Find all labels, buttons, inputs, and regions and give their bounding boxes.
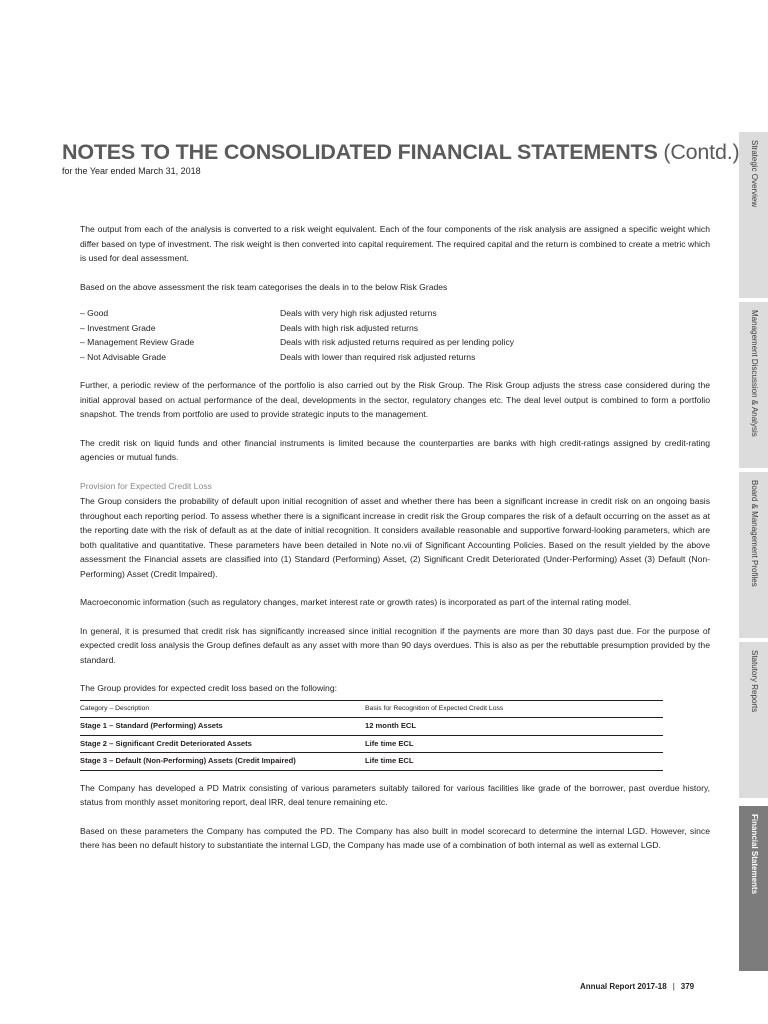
table-cell-basis: 12 month ECL: [365, 718, 663, 736]
ecl-table: [80, 700, 663, 771]
paragraph-risk-grades-intro: Based on the above assessment the risk team categorises the deals in to the below Risk Grades: [80, 281, 448, 292]
table-cell-basis: Life time ECL: [365, 735, 663, 753]
risk-grade-name: – Management Review Grade: [80, 337, 195, 347]
table-intro: The Group provides for expected credit loss based on the following:: [80, 683, 338, 693]
paragraph-lgd: Based on these parameters the Company has computed the PD. The Company has also built in model scorecard to determine the internal LGD. However, since there has been no default history to substantiate the internal LGD, the Company has made use of a combination of both internal as well as external LGD.: [80, 825, 710, 850]
paragraph-pd-matrix: The Company has developed a PD Matrix consisting of various parameters suitably tailored for various facilities like grade of the borrower, past overdue history, status from monthly asset monitoring report, deal IRR, deal tenure remaining etc.: [80, 782, 710, 807]
risk-grade-desc: Deals with very high risk adjusted returns: [280, 308, 437, 318]
risk-grade-row: [80, 335, 710, 350]
table-cell-category: Stage 2 – Significant Credit Deteriorated Assets: [80, 735, 365, 753]
sidebar-tab-financial-statements[interactable]: [739, 806, 768, 971]
table-header-category: Category – Description: [80, 700, 365, 718]
paragraph-risk-weight: The output from each of the analysis is converted to a risk weight equivalent. Each of the four components of the risk analysis are assigned a specific weight which differ based on type of investment. The risk weight is then converted into capital requirement. The required capital and the return is combined to create a metric which is used for deal assessment.: [80, 224, 710, 263]
risk-grade-row: [80, 321, 710, 336]
risk-grade-desc: Deals with lower than required risk adjusted returns: [280, 351, 476, 362]
sidebar-tab-label: Statutory Reports: [750, 650, 759, 713]
risk-grade-name: – Good: [80, 308, 109, 318]
sidebar-tab-label: Board & Management Profiles: [750, 480, 759, 587]
title-main: NOTES TO THE CONSOLIDATED FINANCIAL STATEMENTS: [62, 140, 658, 164]
footer-separator: |: [672, 982, 675, 991]
sidebar-tab-label: Strategic Overview: [750, 140, 759, 208]
page-number: 379: [680, 982, 695, 991]
risk-grade-desc: Deals with risk adjusted returns required as per lending policy: [280, 337, 515, 347]
page-footer: [580, 982, 694, 991]
sidebar-tab-management-discussion[interactable]: [739, 302, 768, 468]
table-cell-basis: Life time ECL: [365, 753, 663, 771]
risk-grades-list: [80, 306, 710, 364]
risk-grade-row: [80, 306, 710, 321]
sidebar-tab-board-profiles[interactable]: [739, 472, 768, 638]
table-row: [80, 753, 663, 771]
table-row: [80, 718, 663, 736]
table-header-row: [80, 700, 663, 718]
table-row: [80, 735, 663, 753]
body-text: [80, 222, 710, 867]
paragraph-periodic-review: Further, a periodic review of the performance of the portfolio is also carried out by the Risk Group. The Risk Group adjusts the stress case considered during the initial approval based on actual performance of the deal, developments in the sector, regulatory changes etc. The deal level output is combined to form a portfolio snapshot. The trends from portfolio are used to provide strategic inputs to the management.: [80, 380, 710, 419]
table-cell-category: Stage 1 – Standard (Performing) Assets: [80, 718, 365, 736]
risk-grade-desc: Deals with high risk adjusted returns: [280, 322, 419, 333]
title-contd: (Contd.): [663, 140, 740, 164]
page-title: [62, 140, 739, 165]
table-cell-category: Stage 3 – Default (Non-Performing) Assets (Credit Impaired): [80, 753, 365, 771]
footer-report-title: Annual Report 2017-18: [580, 982, 667, 991]
risk-grade-name: – Not Advisable Grade: [80, 351, 166, 362]
paragraph-macroeconomic: Macroeconomic information (such as regulatory changes, market interest rate or growth rates) is incorporated as part of the internal rating model.: [80, 597, 632, 607]
paragraph-probability-of-default: The Group considers the probability of default upon initial recognition of asset and whether there has been a significant increase in credit risk on an ongoing basis throughout each reporting period. To assess whether there is a significant increase in credit risk the Group compares the risk of a default occurring on the asset as at the reporting date with the risk of default as at the date of initial recognition. It considers available reasonable and supportive forward-looking parameters, which are both qualitative and quantitative. These parameters have been detailed in Note no.vii of Significant Accounting Policies. Based on the result yielded by the above assessment the Financial assets are classified into (1) Standard (Performing) Asset, (2) Significant Credit Deteriorated (Under-Performing) Asset (3) Default (Non-Performing) Asset (Credit Impaired).: [80, 496, 710, 579]
risk-grade-row: [80, 350, 710, 365]
sidebar-tab-strategic-overview[interactable]: [739, 132, 768, 298]
paragraph-presumption: In general, it is presumed that credit risk has significantly increased since initial recognition if the payments are more than 30 days past due. For the purpose of expected credit loss analysis the Group defines default as any asset with more than 90 days overdues. This is also as per the rebuttable presumption provided by the standard.: [80, 625, 710, 665]
page-subtitle: for the Year ended March 31, 2018: [62, 166, 201, 176]
paragraph-liquid-funds: The credit risk on liquid funds and other financial instruments is limited because the counterparties are banks with high credit-ratings assigned by credit-rating agencies or mutual funds.: [80, 437, 710, 462]
table-header-basis: Basis for Recognition of Expected Credit Loss: [365, 700, 663, 718]
sidebar-tab-statutory-reports[interactable]: [739, 642, 768, 798]
sidebar-tab-label: Financial Statements: [750, 814, 759, 895]
section-heading-ecl: Provision for Expected Credit Loss: [80, 480, 212, 491]
sidebar-tab-label: Management Discussion & Analysis: [750, 310, 759, 437]
risk-grade-name: – Investment Grade: [80, 322, 156, 333]
